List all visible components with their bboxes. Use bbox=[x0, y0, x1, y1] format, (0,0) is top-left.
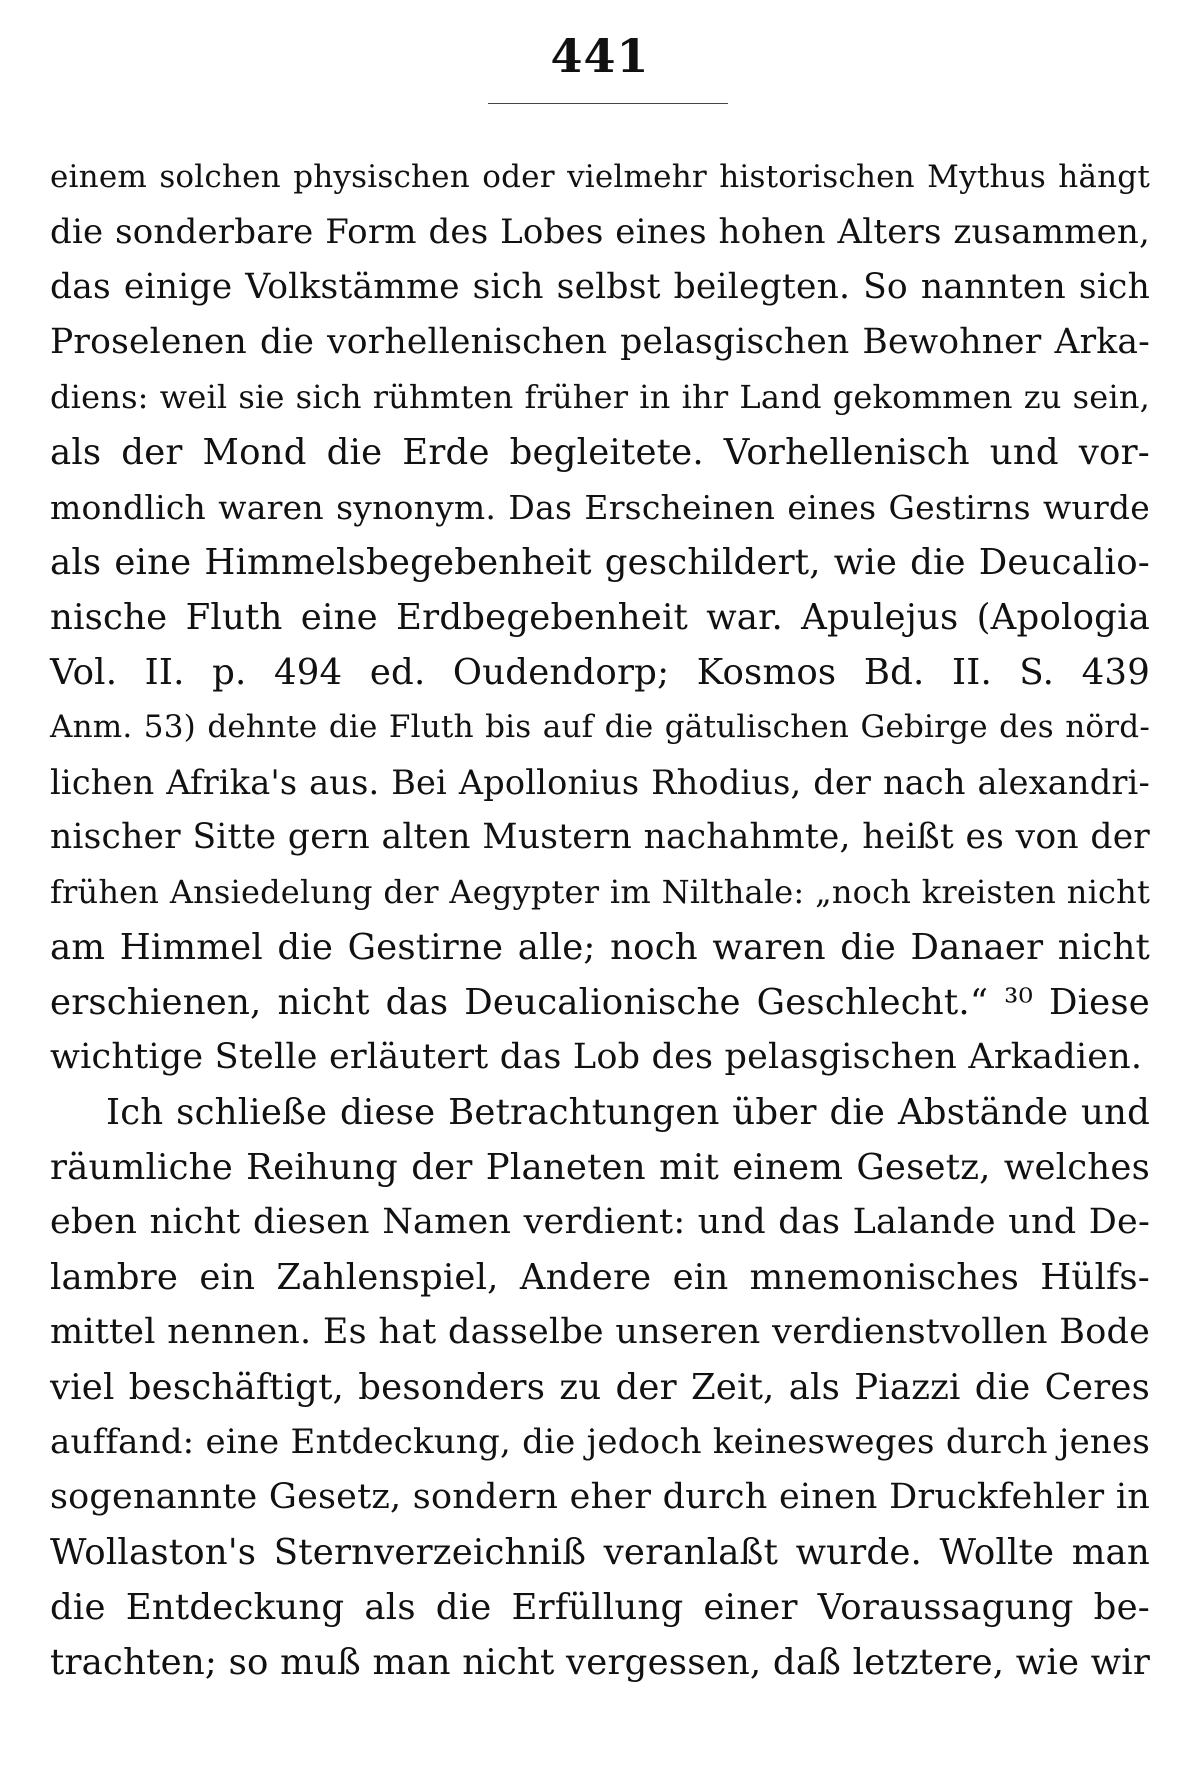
header-rule bbox=[488, 103, 728, 104]
text-line: viel beschäftigt, besonders zu der Zeit, als Piazzi die Ceres bbox=[50, 1367, 1150, 1408]
page-number: 441 bbox=[550, 29, 650, 83]
text-line: sogenannte Gesetz, sondern eher durch einen Druckfehler in bbox=[50, 1477, 1150, 1517]
text-line: Ich schließe diese Betrachtungen über die Abstände und bbox=[106, 1092, 1150, 1133]
text-line: am Himmel die Gestirne alle; noch waren die Danaer nicht bbox=[50, 927, 1150, 968]
text-line: lambre ein Zahlenspiel, Andere ein mnemonisches Hülfs- bbox=[50, 1257, 1150, 1298]
text-line: als eine Himmelsbegebenheit geschildert, wie die Deucalio- bbox=[50, 542, 1150, 583]
text-line: trachten; so muß man nicht vergessen, daß letztere, wie wir bbox=[50, 1642, 1150, 1683]
text-line: nischer Sitte gern alten Mustern nachahmte, heißt es von der bbox=[50, 817, 1150, 857]
text-line: diens: weil sie sich rühmten früher in ihr Land gekommen zu sein, bbox=[50, 378, 1150, 416]
text-line: einem solchen physischen oder vielmehr historischen Mythus hängt bbox=[50, 159, 1150, 195]
text-line: mittel nennen. Es hat dasselbe unseren verdienstvollen Bode bbox=[50, 1312, 1150, 1352]
text-line: das einige Volkstämme sich selbst beilegten. So nannten sich bbox=[50, 267, 1150, 307]
text-line: Wollaston's Sternverzeichniß veranlaßt wurde. Wollte man bbox=[50, 1532, 1150, 1573]
text-line: mondlich waren synonym. Das Erscheinen eines Gestirns wurde bbox=[50, 488, 1150, 527]
text-line: nische Fluth eine Erdbegebenheit war. Apulejus (Apologia bbox=[50, 597, 1150, 638]
text-line: als der Mond die Erde begleitete. Vorhellenisch und vor- bbox=[50, 432, 1150, 473]
text-line: auffand: eine Entdeckung, die jedoch keinesweges durch jenes bbox=[50, 1422, 1150, 1462]
text-line: frühen Ansiedelung der Aegypter im Nilthale: „noch kreisten nicht bbox=[50, 873, 1150, 911]
text-line: Vol. II. p. 494 ed. Oudendorp; Kosmos Bd. II. S. 439 bbox=[50, 652, 1150, 693]
text-line: erschienen, nicht das Deucalionische Geschlecht.“ ³⁰ Diese bbox=[50, 982, 1150, 1023]
text-line: räumliche Reihung der Planeten mit einem Gesetz, welches bbox=[50, 1147, 1150, 1188]
text-line: lichen Afrika's aus. Bei Apollonius Rhodius, der nach alexandri- bbox=[50, 763, 1150, 802]
text-line: wichtige Stelle erläutert das Lob des pelasgischen Arkadien. bbox=[50, 1037, 1143, 1077]
text-line: Proselenen die vorhellenischen pelasgischen Bewohner Arka- bbox=[50, 322, 1150, 362]
text-line: die sonderbare Form des Lobes eines hohen Alters zusammen, bbox=[50, 212, 1150, 252]
text-line: Anm. 53) dehnte die Fluth bis auf die gätulischen Gebirge des nörd- bbox=[50, 709, 1150, 745]
text-line: eben nicht diesen Namen verdient: und das Lalande und De- bbox=[50, 1202, 1150, 1242]
text-line: die Entdeckung als die Erfüllung einer Voraussagung be- bbox=[50, 1587, 1150, 1628]
body-text bbox=[50, 150, 1150, 1690]
